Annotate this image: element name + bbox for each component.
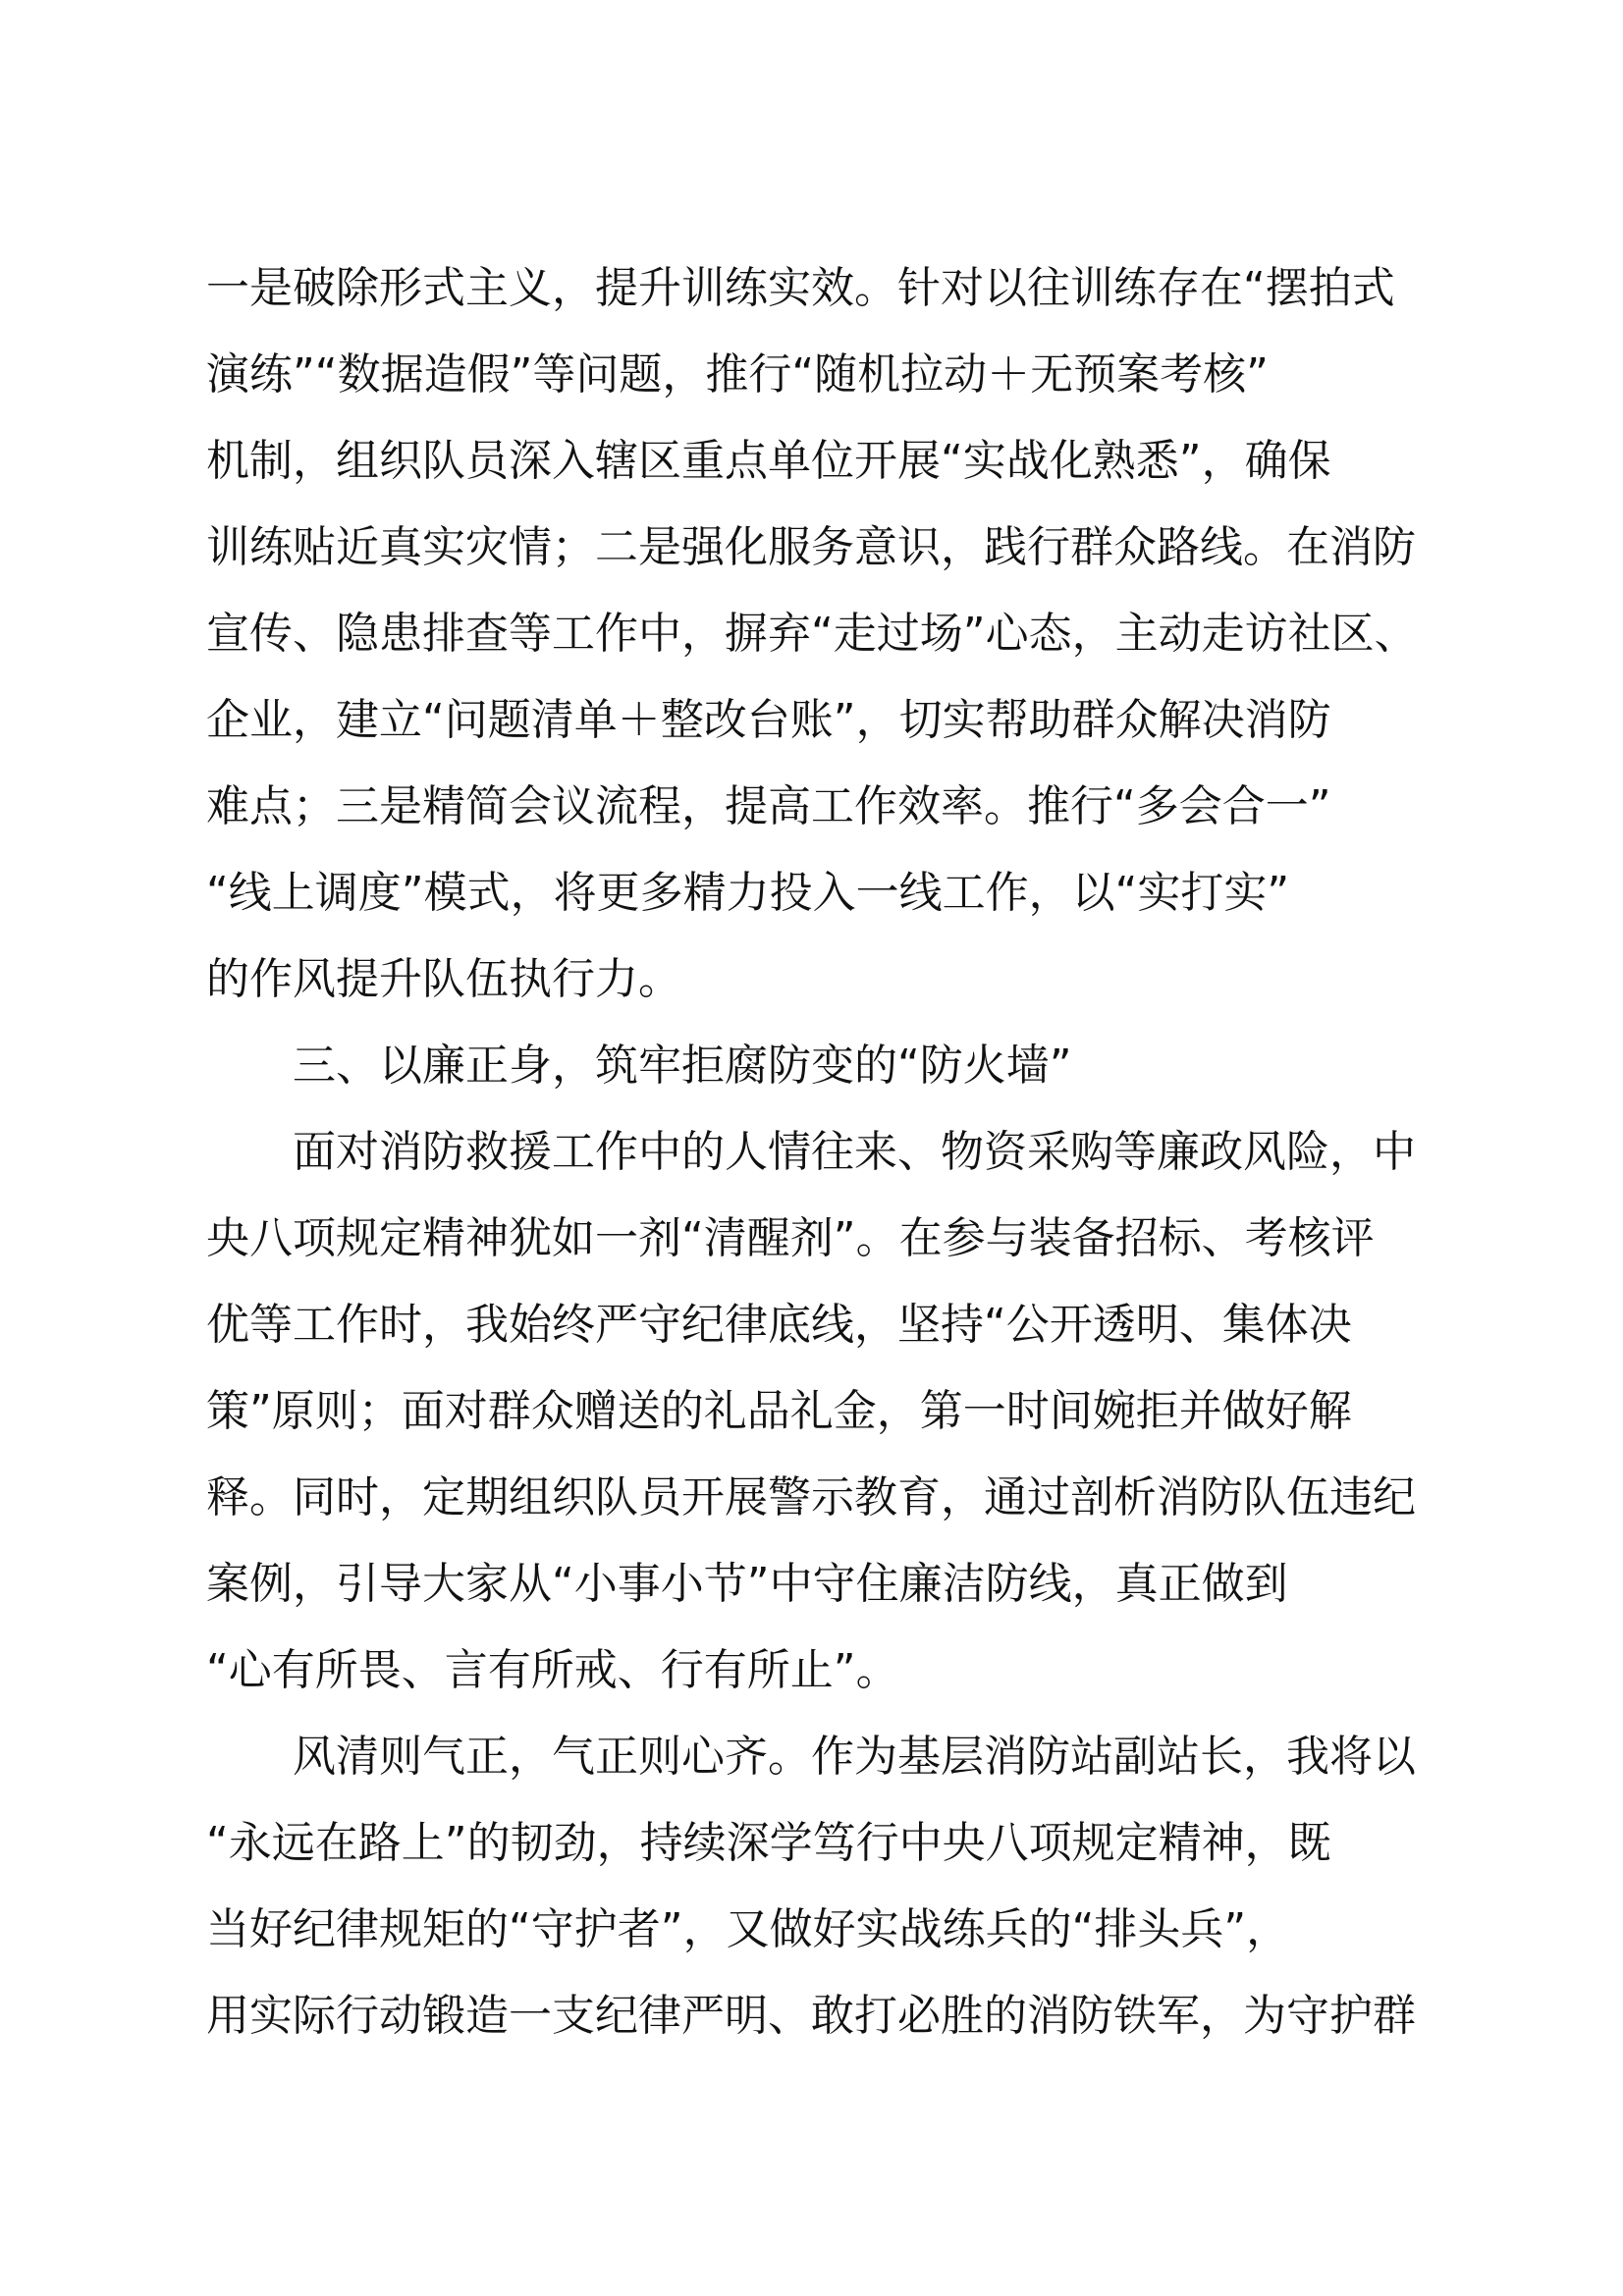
text-line: 央八项规定精神犹如一剂“清醒剂”。在参与装备招标、考核评 <box>206 1213 1375 1263</box>
text-line: 用实际行动锻造一支纪律严明、敢打必胜的消防铁军，为守护群 <box>206 1991 1416 2041</box>
text-line: 三、以廉正身，筑牢拒腐防变的“防火墙” <box>206 1041 1072 1091</box>
text-line: 当好纪律规矩的“守护者”，又做好实战练兵的“排头兵”， <box>206 1904 1290 1954</box>
paragraph <box>206 1714 1443 2059</box>
text-line: “线上调度”模式，将更多精力投入一线工作，以“实打实” <box>206 868 1290 918</box>
text-line: 机制，组织队员深入辖区重点单位开展“实战化熟悉”，确保 <box>206 436 1331 486</box>
text-line: “心有所畏、言有所戒、行有所止”。 <box>206 1645 899 1695</box>
text-line: 宣传、隐患排查等工作中，摒弃“走过场”心态，主动走访社区、 <box>206 609 1418 659</box>
document-body <box>206 245 1443 2059</box>
text-line: 演练”“数据造假”等问题，推行“随机拉动＋无预案考核” <box>206 349 1269 400</box>
section-heading <box>206 1023 1443 1109</box>
text-line: 难点；三是精简会议流程，提高工作效率。推行“多会合一” <box>206 781 1331 831</box>
text-line: 训练贴近真实灾情；二是强化服务意识，践行群众路线。在消防 <box>206 522 1416 572</box>
text-line: 一是破除形式主义，提升训练实效。针对以往训练存在“摆拍式 <box>206 263 1395 313</box>
paragraph <box>206 1109 1443 1714</box>
text-line: 企业，建立“问题清单＋整改台账”，切实帮助群众解决消防 <box>206 695 1331 745</box>
text-line: “永远在路上”的韧劲，持续深学笃行中央八项规定精神，既 <box>206 1818 1331 1868</box>
text-line: 面对消防救援工作中的人情往来、物资采购等廉政风险，中 <box>206 1127 1416 1177</box>
text-line: 优等工作时，我始终严守纪律底线，坚持“公开透明、集体决 <box>206 1300 1352 1350</box>
text-line: 案例，引导大家从“小事小节”中守住廉洁防线，真正做到 <box>206 1559 1288 1609</box>
text-line: 风清则气正，气正则心齐。作为基层消防站副站长，我将以 <box>206 1732 1416 1782</box>
text-line: 策”原则；面对群众赠送的礼品礼金，第一时间婉拒并做好解 <box>206 1386 1352 1436</box>
text-line: 的作风提升队伍执行力。 <box>206 954 681 1004</box>
text-line: 释。同时，定期组织队员开展警示教育，通过剖析消防队伍违纪 <box>206 1472 1416 1522</box>
paragraph <box>206 245 1443 1023</box>
